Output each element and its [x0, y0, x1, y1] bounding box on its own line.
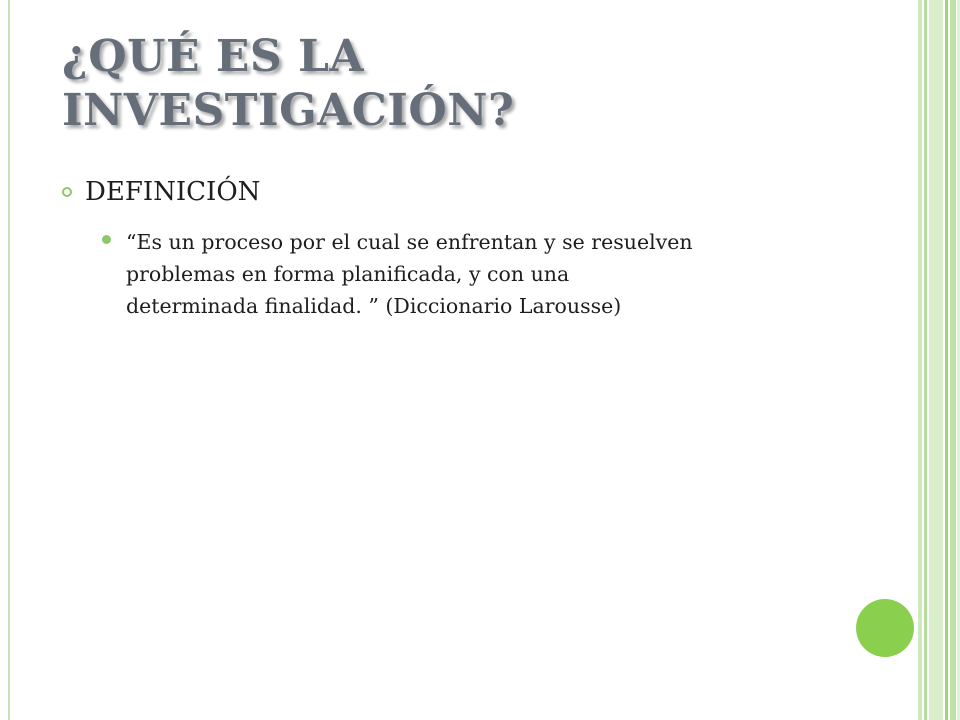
bullet-level1-text: DEFINICIÓN	[85, 177, 261, 207]
left-border	[8, 0, 10, 720]
green-circle-icon	[856, 599, 914, 657]
slide-title	[62, 30, 514, 138]
stripe	[929, 0, 943, 720]
bullet-level1	[62, 172, 260, 212]
title-line-1: ¿QUÉ ES LA	[62, 31, 365, 82]
stripe	[918, 0, 922, 720]
bullet-level2-text	[126, 226, 842, 322]
stripe	[950, 0, 956, 720]
stripe	[945, 0, 948, 720]
right-decorative-stripes	[918, 0, 960, 720]
ring-bullet-icon	[62, 187, 72, 197]
bullet-level2-line-2: problemas en forma planificada, y con una	[126, 262, 570, 286]
bullet-level2	[102, 226, 842, 322]
stripe	[924, 0, 927, 720]
title-line-2: INVESTIGACIÓN?	[62, 85, 515, 136]
bullet-level2-line-3: determinada finalidad. ” (Diccionario Larousse)	[126, 294, 622, 318]
dot-bullet-icon	[102, 235, 111, 244]
bullet-level2-line-1: “Es un proceso por el cual se enfrentan y se resuelven	[126, 230, 693, 254]
